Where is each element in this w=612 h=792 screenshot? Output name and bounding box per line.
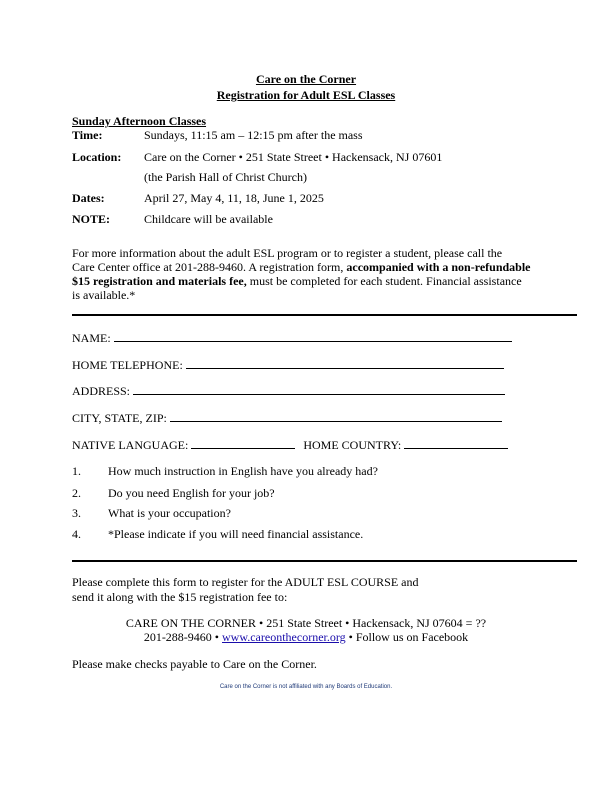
city-state-zip-field[interactable] (170, 411, 502, 422)
checks-payable-note: Please make checks payable to Care on the Corner. (72, 657, 317, 671)
address-field-row (72, 384, 505, 399)
home-phone-field-row (72, 358, 504, 373)
contact-phone: 201-288-9460 • (143, 630, 223, 644)
home-phone-field[interactable] (186, 358, 504, 369)
info-line-2-text: Care Center office at 201-288-9460. A registration form, (72, 260, 347, 274)
native-language-field[interactable] (191, 438, 295, 449)
dates-value: April 27, May 4, 11, 18, June 1, 2025 (144, 191, 324, 205)
info-line-3 (72, 274, 522, 289)
home-country-field[interactable] (404, 438, 508, 449)
info-line-3-bold: $15 registration and materials fee, (72, 274, 247, 288)
mailing-address: CARE ON THE CORNER • 251 State Street • Hackensack, NJ 07604 = ?? (125, 616, 487, 630)
contact-tail: • Follow us on Facebook (345, 630, 469, 644)
info-line-4: is available.* (72, 288, 136, 302)
question-text: Do you need English for your job? (108, 486, 275, 500)
question-number: 3. (72, 506, 81, 520)
location-value-2: (the Parish Hall of Christ Church) (144, 170, 307, 184)
form-title: Registration for Adult ESL Classes (216, 88, 396, 102)
schedule-heading: Sunday Afternoon Classes (72, 114, 207, 128)
city-label: CITY, STATE, ZIP: (72, 411, 167, 425)
native-language-label: NATIVE LANGUAGE: (72, 438, 189, 452)
info-line-1: For more information about the adult ESL program or to register a student, please call the (72, 246, 503, 260)
divider-bottom (72, 560, 577, 562)
question-text: What is your occupation? (108, 506, 231, 520)
divider-top (72, 314, 577, 316)
org-title: Care on the Corner (255, 72, 357, 86)
closing-line-2: send it along with the $15 registration fee to: (72, 590, 288, 604)
note-value: Childcare will be available (144, 212, 273, 226)
time-label: Time: (72, 128, 103, 142)
contact-line (0, 630, 612, 645)
address-field[interactable] (133, 384, 505, 395)
home-phone-label: HOME TELEPHONE: (72, 358, 183, 372)
info-line-3-text: must be completed for each student. Financial assistance (246, 274, 522, 288)
question-number: 1. (72, 464, 81, 478)
time-value: Sundays, 11:15 am – 12:15 pm after the mass (144, 128, 363, 142)
address-label: ADDRESS: (72, 384, 131, 398)
location-label: Location: (72, 150, 122, 164)
location-value: Care on the Corner • 251 State Street • Hackensack, NJ 07601 (144, 150, 443, 164)
question-number: 4. (72, 527, 81, 541)
language-country-row (72, 438, 508, 453)
dates-label: Dates: (72, 191, 105, 205)
disclaimer: Care on the Corner is not affiliated with any Boards of Education. (219, 684, 393, 690)
home-country-label: HOME COUNTRY: (303, 438, 402, 452)
question-text: *Please indicate if you will need financial assistance. (108, 527, 364, 541)
info-line-2 (72, 260, 531, 275)
question-number: 2. (72, 486, 81, 500)
name-field-row (72, 331, 512, 346)
website-link[interactable]: www.careonthecorner.org (222, 630, 346, 644)
name-label: NAME: (72, 331, 111, 345)
name-field[interactable] (114, 331, 512, 342)
city-field-row (72, 411, 502, 426)
note-label: NOTE: (72, 212, 111, 226)
info-line-2-bold: accompanied with a non-refundable (346, 260, 531, 274)
closing-line-1: Please complete this form to register for the ADULT ESL COURSE and (72, 575, 419, 589)
question-text: How much instruction in English have you already had? (108, 464, 378, 478)
